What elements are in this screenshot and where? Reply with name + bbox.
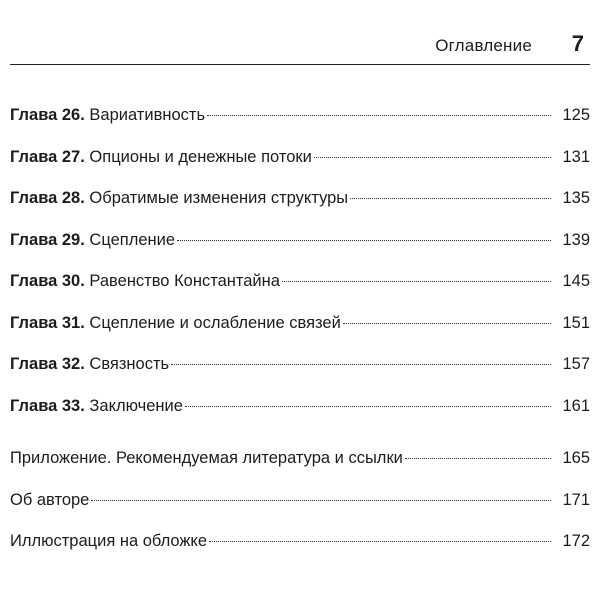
toc-entry[interactable] (10, 189, 590, 231)
dot-leader (171, 364, 551, 365)
toc-entry[interactable] (10, 106, 590, 148)
toc-entry-appendix[interactable] (10, 449, 590, 491)
chapter-number: Глава 26. (10, 106, 85, 124)
chapter-number: Глава 30. (10, 272, 85, 290)
toc-entry[interactable] (10, 231, 590, 273)
dot-leader (405, 458, 551, 459)
chapter-number: Глава 31. (10, 313, 85, 332)
page-ref: 157 (562, 355, 590, 373)
chapter-title: Вариативность (89, 106, 206, 124)
toc-entry-cover-illustration[interactable] (10, 532, 590, 574)
page-ref: 139 (562, 230, 590, 249)
chapter-title: Сцепление и ослабление связей (89, 313, 341, 332)
chapter-number: Глава 28. (10, 189, 85, 207)
page-ref: 135 (562, 189, 590, 207)
page-header (10, 30, 590, 65)
toc-entry[interactable] (10, 148, 590, 190)
toc-entry-about-author[interactable] (10, 491, 590, 533)
page-ref: 131 (562, 147, 590, 166)
toc-entry[interactable] (10, 272, 590, 314)
dot-leader (343, 323, 551, 324)
chapter-number: Глава 27. (10, 147, 85, 166)
page-ref: 125 (562, 106, 590, 124)
page-ref: 145 (562, 272, 590, 290)
chapter-title: Сцепление (89, 230, 176, 249)
toc-entry[interactable] (10, 314, 590, 356)
table-of-contents (10, 106, 590, 574)
chapter-title: Заключение (89, 396, 183, 415)
page-ref: 151 (562, 313, 590, 332)
appendix-title: Иллюстрация на обложке (10, 532, 208, 550)
dot-leader (282, 281, 551, 282)
appendix-title: Об авторе (10, 490, 90, 509)
chapter-title: Обратимые изменения структуры (89, 189, 349, 207)
chapter-number: Глава 33. (10, 396, 85, 415)
chapter-number: Глава 32. (10, 355, 85, 373)
dot-leader (209, 541, 551, 542)
page-ref: 172 (562, 532, 590, 550)
dot-leader (177, 240, 551, 241)
toc-entry[interactable] (10, 397, 590, 439)
toc-entry[interactable] (10, 355, 590, 397)
dot-leader (207, 115, 551, 116)
chapter-number: Глава 29. (10, 230, 85, 249)
running-title: Оглавление (435, 36, 532, 55)
chapter-title: Опционы и денежные потоки (89, 147, 312, 166)
page-number: 7 (571, 31, 584, 56)
dot-leader (350, 198, 551, 199)
dot-leader (185, 406, 551, 407)
chapter-title: Связность (89, 355, 170, 373)
page-ref: 165 (562, 449, 590, 467)
appendix-title: Приложение. Рекомендуемая литература и ссылки (10, 449, 403, 467)
dot-leader (91, 500, 551, 501)
page-ref: 161 (562, 396, 590, 415)
dot-leader (314, 157, 551, 158)
page-ref: 171 (562, 490, 590, 509)
chapter-title: Равенство Константайна (89, 272, 280, 290)
